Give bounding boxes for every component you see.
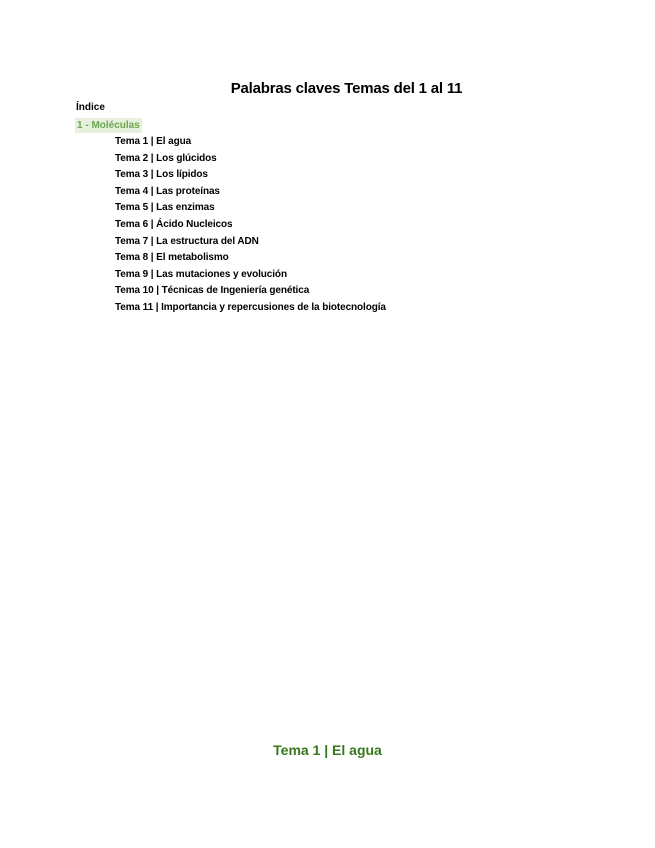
section-heading: Tema 1 | El agua [273, 742, 382, 758]
toc-item-tema-11[interactable]: Tema 11 | Importancia y repercusiones de la biotecnología [115, 301, 386, 313]
toc-item-tema-6[interactable]: Tema 6 | Ácido Nucleicos [115, 218, 233, 230]
document-title: Palabras claves Temas del 1 al 11 [230, 80, 463, 97]
toc-item-tema-8[interactable]: Tema 8 | El metabolismo [115, 252, 229, 264]
toc-item-tema-4[interactable]: Tema 4 | Las proteínas [115, 185, 220, 197]
toc-item-tema-5[interactable]: Tema 5 | Las enzimas [115, 202, 215, 214]
table-of-contents [115, 135, 386, 318]
toc-section-link[interactable]: 1 - Moléculas [77, 120, 140, 131]
toc-item-tema-2[interactable]: Tema 2 | Los glúcidos [115, 152, 217, 164]
toc-item-tema-3[interactable]: Tema 3 | Los lípidos [115, 169, 208, 181]
toc-item-tema-1[interactable]: Tema 1 | El agua [115, 136, 192, 147]
index-heading: Índice [76, 102, 105, 113]
toc-item-tema-7[interactable]: Tema 7 | La estructura del ADN [115, 235, 259, 247]
toc-item-tema-9[interactable]: Tema 9 | Las mutaciones y evolución [115, 268, 287, 280]
toc-item-tema-10[interactable]: Tema 10 | Técnicas de Ingeniería genética [115, 285, 310, 297]
